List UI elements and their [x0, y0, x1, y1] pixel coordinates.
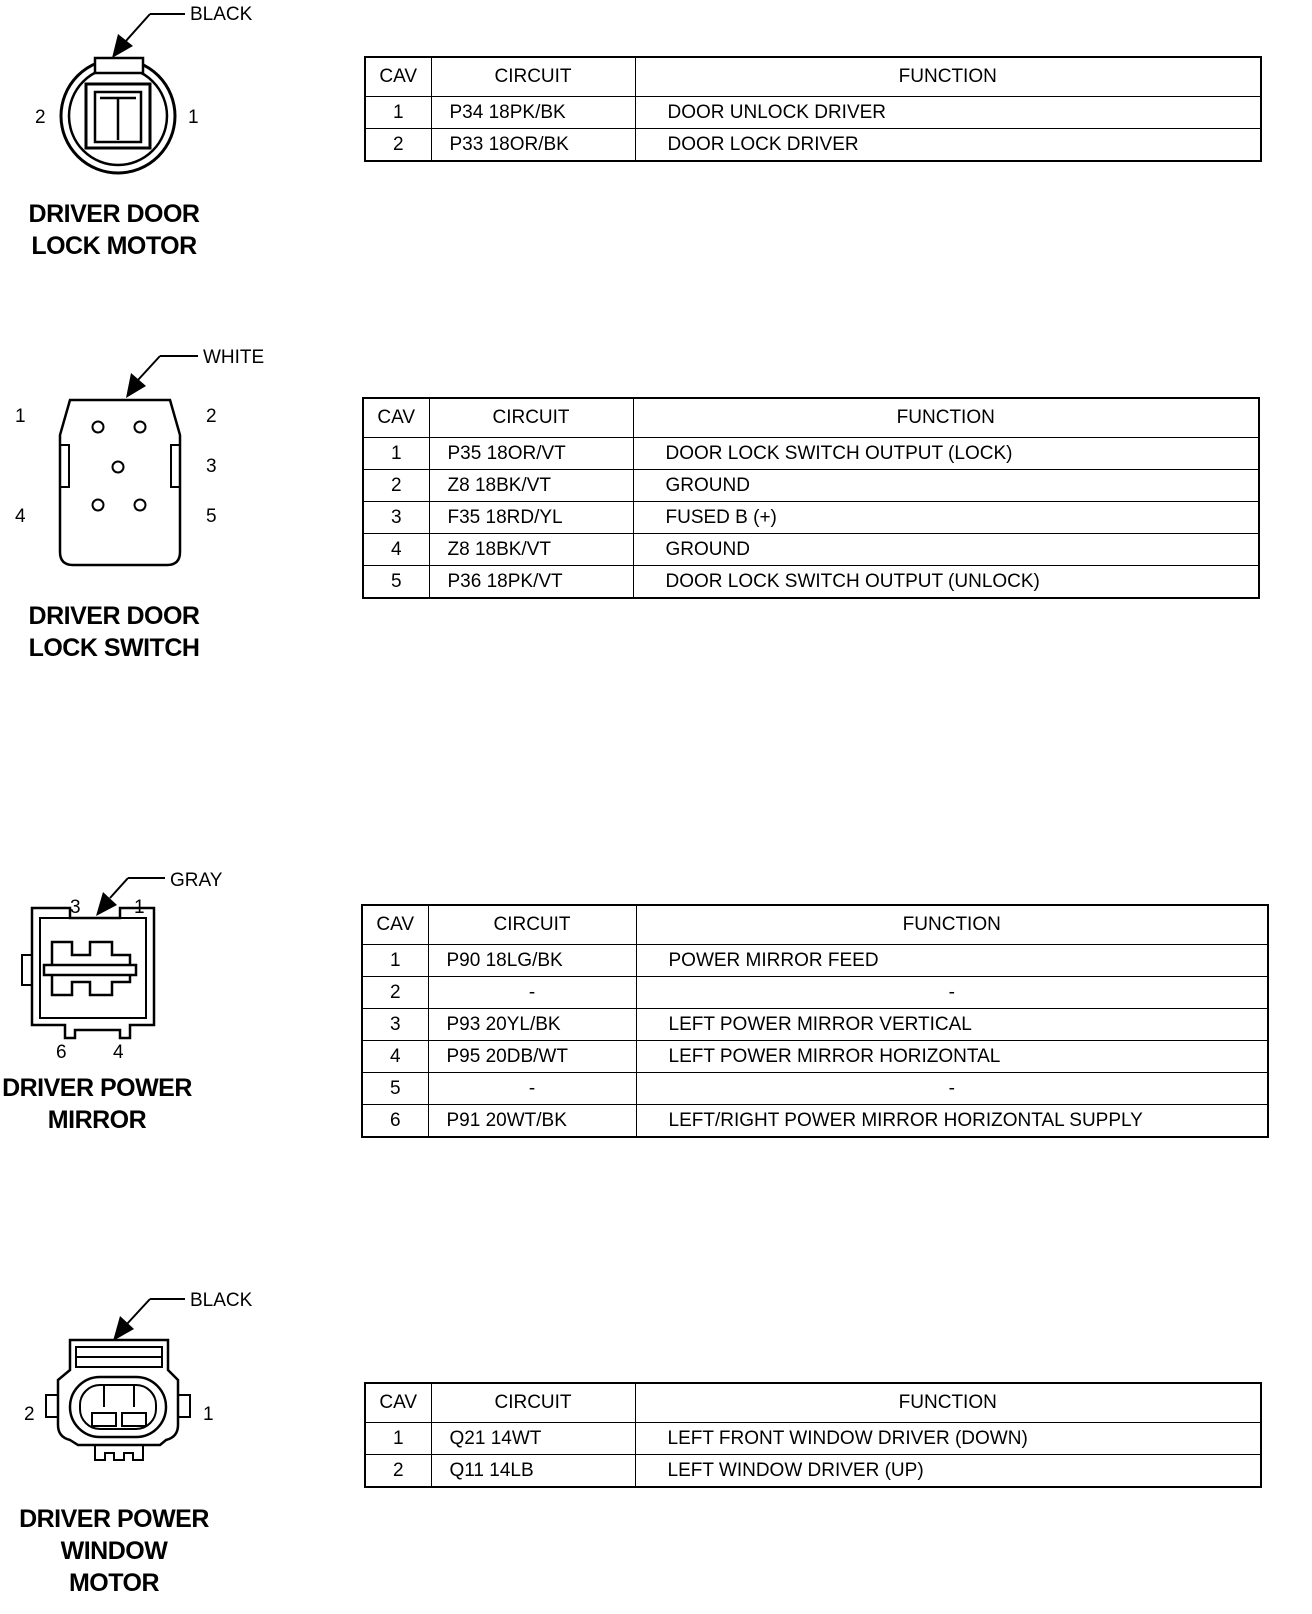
function-cell: LEFT POWER MIRROR VERTICAL	[636, 1009, 1268, 1041]
circuit-cell: P36 18PK/VT	[429, 566, 633, 599]
function-cell: LEFT WINDOW DRIVER (UP)	[635, 1455, 1261, 1488]
power-window-motor-title	[14, 1503, 214, 1599]
power-window-motor-color: BLACK	[190, 1290, 253, 1311]
function-cell: DOOR UNLOCK DRIVER	[635, 97, 1261, 129]
table-row	[363, 566, 1259, 599]
table-row	[362, 1041, 1268, 1073]
cav-cell: 2	[365, 1455, 431, 1488]
function-cell: DOOR LOCK SWITCH OUTPUT (UNLOCK)	[633, 566, 1259, 599]
circuit-cell: Q11 14LB	[431, 1455, 635, 1488]
door-lock-switch-pin-label: 3	[206, 456, 217, 477]
cav-cell: 4	[362, 1041, 428, 1073]
cav-cell: 3	[362, 1009, 428, 1041]
table-row	[362, 1009, 1268, 1041]
circuit-cell: F35 18RD/YL	[429, 502, 633, 534]
power-mirror-connector-diagram	[0, 860, 300, 1070]
connector-section-door-lock-switch	[0, 340, 1312, 680]
door-lock-switch-color: WHITE	[203, 347, 265, 368]
door-lock-switch-pin-label: 5	[206, 506, 217, 527]
cav-header: CAV	[365, 1383, 431, 1423]
circuit-cell: P33 18OR/BK	[431, 129, 635, 162]
function-cell: -	[636, 1073, 1268, 1105]
door-lock-motor-color: BLACK	[190, 4, 253, 25]
connector-name-line: WINDOW MOTOR	[60, 1537, 168, 1597]
cav-cell: 5	[363, 566, 429, 599]
power-window-motor-connector-diagram	[0, 1285, 300, 1505]
function-cell: DOOR LOCK DRIVER	[635, 129, 1261, 162]
table-row	[362, 945, 1268, 977]
cav-cell: 2	[362, 977, 428, 1009]
power-mirror-pin-label: 3	[70, 897, 81, 918]
door-lock-motor-pin-label: 2	[35, 107, 46, 128]
function-cell: GROUND	[633, 534, 1259, 566]
table-row	[365, 129, 1261, 162]
door-lock-switch-title	[14, 600, 214, 664]
circuit-cell: P34 18PK/BK	[431, 97, 635, 129]
door-lock-motor-title	[14, 198, 214, 262]
circuit-header: CIRCUIT	[431, 1383, 635, 1423]
function-header: FUNCTION	[636, 905, 1268, 945]
function-cell: LEFT POWER MIRROR HORIZONTAL	[636, 1041, 1268, 1073]
function-header: FUNCTION	[635, 1383, 1261, 1423]
cav-cell: 1	[365, 97, 431, 129]
table-header-row	[365, 1383, 1261, 1423]
connector-section-power-window-motor	[0, 1285, 1312, 1614]
circuit-cell: P90 18LG/BK	[428, 945, 636, 977]
circuit-cell: Z8 18BK/VT	[429, 470, 633, 502]
connector-name-line: DRIVER POWER	[19, 1505, 209, 1533]
function-cell: GROUND	[633, 470, 1259, 502]
cav-cell: 1	[362, 945, 428, 977]
cav-header: CAV	[363, 398, 429, 438]
door-lock-motor-pin-table	[364, 56, 1262, 162]
circuit-cell: P91 20WT/BK	[428, 1105, 636, 1138]
door-lock-motor-connector-diagram	[0, 0, 300, 200]
circuit-cell: -	[428, 1073, 636, 1105]
circuit-cell: P95 20DB/WT	[428, 1041, 636, 1073]
table-row	[365, 1455, 1261, 1488]
table-row	[362, 1105, 1268, 1138]
cav-header: CAV	[362, 905, 428, 945]
connector-name-line: DRIVER POWER	[2, 1074, 192, 1102]
function-cell: -	[636, 977, 1268, 1009]
connector-section-door-lock-motor	[0, 0, 1312, 280]
circuit-header: CIRCUIT	[431, 57, 635, 97]
table-row	[362, 977, 1268, 1009]
function-header: FUNCTION	[633, 398, 1259, 438]
cav-cell: 4	[363, 534, 429, 566]
function-cell: LEFT FRONT WINDOW DRIVER (DOWN)	[635, 1423, 1261, 1455]
circuit-cell: Z8 18BK/VT	[429, 534, 633, 566]
function-cell: POWER MIRROR FEED	[636, 945, 1268, 977]
function-header: FUNCTION	[635, 57, 1261, 97]
cav-cell: 2	[365, 129, 431, 162]
door-lock-switch-connector-diagram	[0, 340, 300, 590]
cav-cell: 1	[363, 438, 429, 470]
table-row	[363, 502, 1259, 534]
power-mirror-color: GRAY	[170, 870, 223, 891]
function-cell: DOOR LOCK SWITCH OUTPUT (LOCK)	[633, 438, 1259, 470]
table-row	[363, 470, 1259, 502]
door-lock-switch-pin-label: 1	[15, 406, 26, 427]
table-row	[365, 97, 1261, 129]
circuit-cell: -	[428, 977, 636, 1009]
cav-cell: 2	[363, 470, 429, 502]
circuit-cell: P35 18OR/VT	[429, 438, 633, 470]
circuit-header: CIRCUIT	[429, 398, 633, 438]
cav-cell: 3	[363, 502, 429, 534]
table-header-row	[363, 398, 1259, 438]
table-header-row	[365, 57, 1261, 97]
power-window-motor-pin-label: 2	[24, 1404, 35, 1425]
cav-cell: 1	[365, 1423, 431, 1455]
cav-cell: 5	[362, 1073, 428, 1105]
connector-name-line: MIRROR	[47, 1106, 147, 1134]
connector-section-power-mirror	[0, 860, 1312, 1160]
power-window-motor-pin-label: 1	[203, 1404, 214, 1425]
circuit-header: CIRCUIT	[428, 905, 636, 945]
table-row	[362, 1073, 1268, 1105]
power-window-motor-pin-table	[364, 1382, 1262, 1488]
table-row	[363, 438, 1259, 470]
power-mirror-pin-label: 6	[56, 1042, 67, 1063]
power-mirror-pin-table	[361, 904, 1269, 1138]
power-mirror-title	[0, 1072, 194, 1136]
door-lock-motor-pin-label: 1	[188, 107, 199, 128]
door-lock-switch-pin-label: 2	[206, 406, 217, 427]
function-cell: LEFT/RIGHT POWER MIRROR HORIZONTAL SUPPLY	[636, 1105, 1268, 1138]
table-row	[363, 534, 1259, 566]
connector-name-line: DRIVER DOOR	[28, 200, 200, 228]
circuit-cell: Q21 14WT	[431, 1423, 635, 1455]
door-lock-switch-pin-table	[362, 397, 1260, 599]
door-lock-switch-pin-label: 4	[15, 506, 26, 527]
power-mirror-pin-label: 1	[134, 897, 145, 918]
connector-name-line: LOCK SWITCH	[28, 634, 200, 662]
connector-name-line: LOCK MOTOR	[31, 232, 197, 260]
circuit-cell: P93 20YL/BK	[428, 1009, 636, 1041]
cav-header: CAV	[365, 57, 431, 97]
cav-cell: 6	[362, 1105, 428, 1138]
table-row	[365, 1423, 1261, 1455]
connector-name-line: DRIVER DOOR	[28, 602, 200, 630]
table-header-row	[362, 905, 1268, 945]
power-mirror-pin-label: 4	[113, 1042, 124, 1063]
function-cell: FUSED B (+)	[633, 502, 1259, 534]
